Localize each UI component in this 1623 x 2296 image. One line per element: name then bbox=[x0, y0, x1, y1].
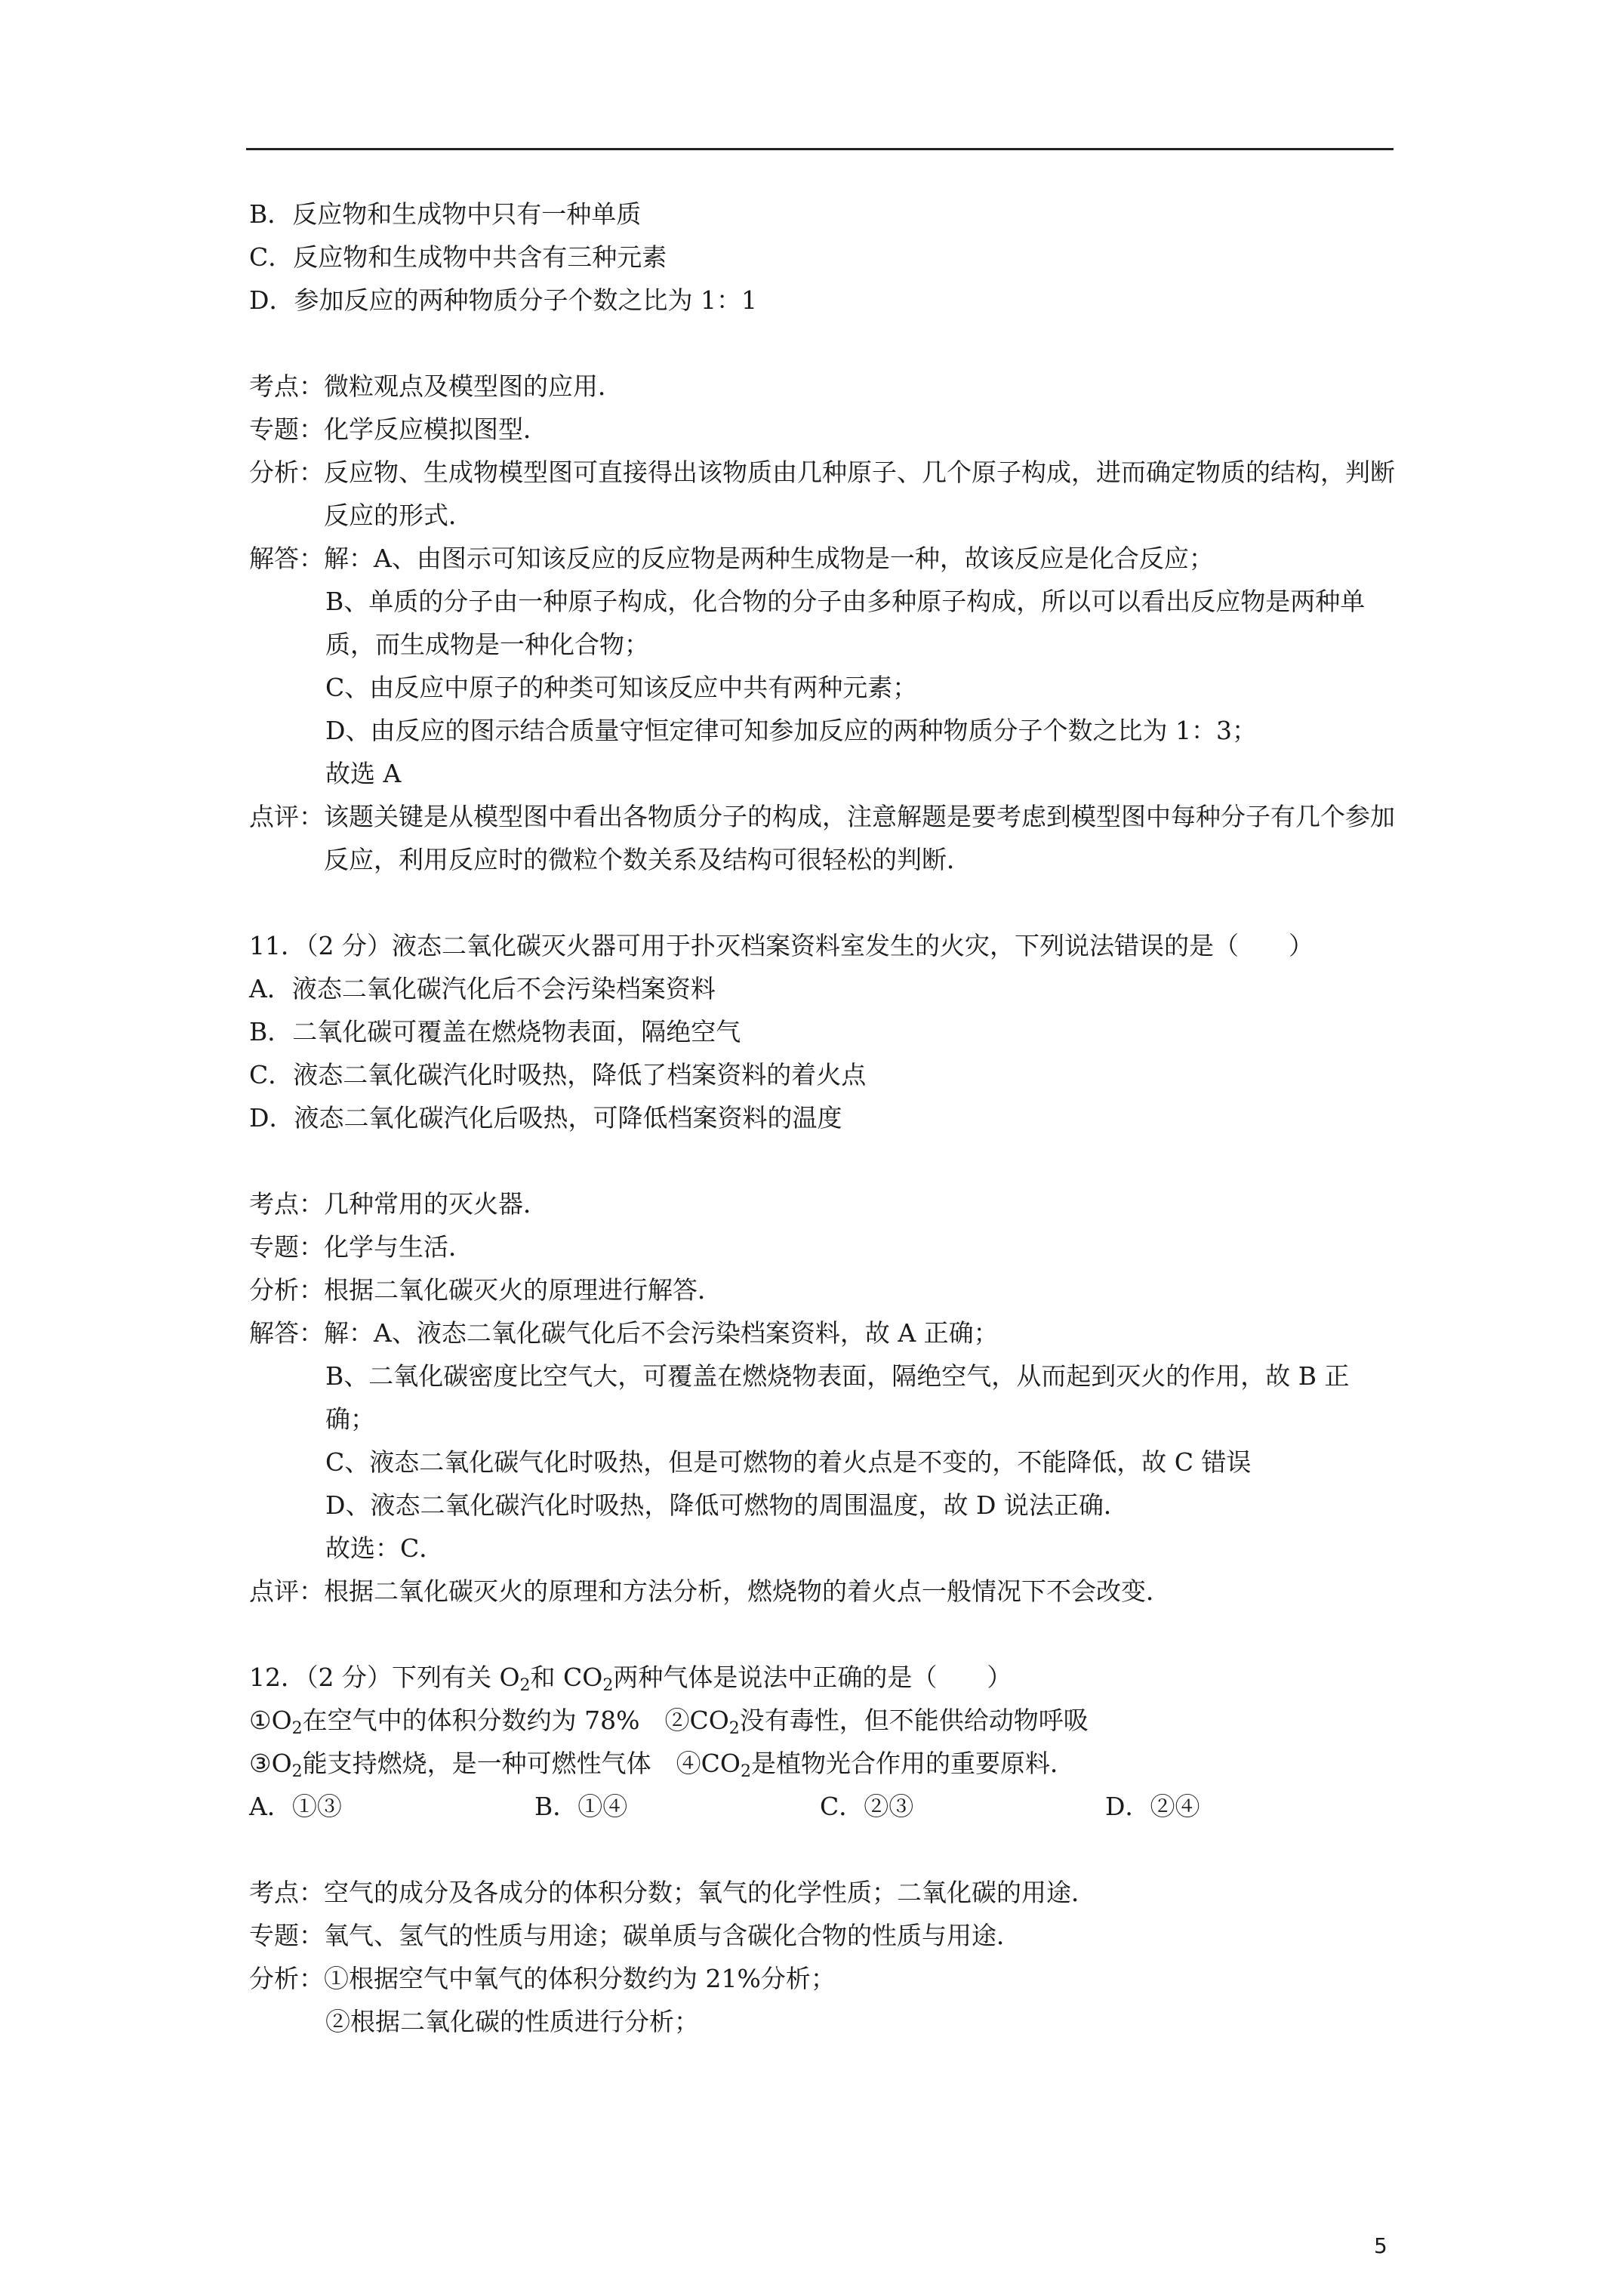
q10-jieda-answer: 故选 A bbox=[325, 759, 402, 788]
page-number: 5 bbox=[1374, 2233, 1387, 2258]
q11-zhuanti bbox=[249, 1225, 1397, 1268]
q12-choice-b: B．①④ bbox=[534, 1792, 628, 1821]
q12-fenxi-line-b: ②根据二氧化碳的性质进行分析； bbox=[325, 2007, 699, 2036]
jieda-line-a: 解：A、液态二氧化碳气化后不会污染档案资料，故 A 正确； bbox=[324, 1318, 999, 1348]
zhuanti-label: 专题： bbox=[249, 1232, 324, 1262]
q12-zhuanti bbox=[249, 1914, 1397, 1957]
kaodian-text: 几种常用的灭火器． bbox=[324, 1189, 548, 1219]
q11-jieda bbox=[249, 1311, 1397, 1354]
q11-option-c: C．液态二氧化碳汽化时吸热，降低了档案资料的着火点 bbox=[249, 1060, 867, 1089]
jieda-line-a: 解：A、由图示可知该反应的反应物是两种生成物是一种，故该反应是化合反应； bbox=[324, 544, 1214, 573]
dianping-text: 根据二氧化碳灭火的原理和方法分析，燃烧物的着火点一般情况下不会改变． bbox=[324, 1576, 1171, 1606]
dianping-label: 点评： bbox=[249, 1576, 324, 1606]
zhuanti-text: 化学反应模拟图型． bbox=[324, 415, 548, 444]
q12-statements-3-4: $③O_2$能支持燃烧，是一种可燃性气体 $④CO_2$是植物光合作用的重要原料． bbox=[249, 1749, 1075, 1781]
q11-jieda-answer: 故选：C． bbox=[325, 1533, 445, 1563]
fenxi-label: 分析： bbox=[249, 1964, 324, 1993]
fenxi-label: 分析： bbox=[249, 458, 324, 487]
q10-zhuanti bbox=[249, 408, 1397, 451]
q10-option-c: C．反应物和生成物中共含有三种元素 bbox=[249, 242, 667, 272]
dianping-text: 该题关键是从模型图中看出各物质分子的构成，注意解题是要考虑到模型图中每种分子有几个参加反应，利用反应时的微粒个数关系及结构可很轻松的判断． bbox=[324, 802, 1395, 874]
q10-option-d: D．参加反应的两种物质分子个数之比为 1：1 bbox=[249, 285, 757, 315]
fenxi-label: 分析： bbox=[249, 1275, 324, 1305]
q10-dianping bbox=[249, 795, 1397, 881]
q11-stem: 11．（2 分）液态二氧化碳灭火器可用于扑灭档案资料室发生的火灾，下列说法错误的是（ ） bbox=[249, 931, 1313, 960]
q10-jieda-line-b: B、单质的分子由一种原子构成，化合物的分子由多种原子构成，所以可以看出反应物是两种单质，而生成物是一种化合物； bbox=[325, 587, 1366, 659]
q12-choice-a: A．①③ bbox=[249, 1792, 342, 1821]
zhuanti-label: 专题： bbox=[249, 1921, 324, 1950]
q12-choice-d: D．②④ bbox=[1105, 1792, 1200, 1821]
q12-choices bbox=[249, 1785, 1397, 1828]
jieda-label: 解答： bbox=[249, 544, 324, 573]
kaodian-text: 微粒观点及模型图的应用． bbox=[324, 371, 623, 401]
q10-jieda bbox=[249, 537, 1397, 580]
kaodian-text: 空气的成分及各成分的体积分数；氧气的化学性质；二氧化碳的用途． bbox=[324, 1878, 1096, 1907]
q11-jieda-line-c: C、液态二氧化碳气化时吸热，但是可燃物的着火点是不变的，不能降低，故 C 错误 bbox=[325, 1447, 1252, 1477]
header-rule bbox=[246, 148, 1394, 150]
q12-statements-1-2: $①O_2$在空气中的体积分数约为 78% $②CO_2$没有毒性，但不能供给动物呼吸 bbox=[249, 1706, 1089, 1738]
q11-kaodian bbox=[249, 1182, 1397, 1225]
jieda-label: 解答： bbox=[249, 1318, 324, 1348]
q10-jieda-line-d: D、由反应的图示结合质量守恒定律可知参加反应的两种物质分子个数之比为 1：3； bbox=[325, 716, 1257, 745]
fenxi-text: 根据二氧化碳灭火的原理进行解答． bbox=[324, 1275, 722, 1305]
q10-kaodian bbox=[249, 365, 1397, 408]
kaodian-label: 考点： bbox=[249, 1878, 324, 1907]
q11-option-a: A．液态二氧化碳汽化后不会污染档案资料 bbox=[249, 974, 716, 1003]
q12-stem: 12．（2 分）下列有关 $O_2$和 $CO_2$两种气体是说法中正确的是（ ） bbox=[249, 1663, 1012, 1695]
dianping-label: 点评： bbox=[249, 802, 324, 831]
document-body bbox=[249, 193, 1397, 2043]
q11-jieda-line-d: D、液态二氧化碳汽化时吸热，降低可燃物的周围温度，故 D 说法正确． bbox=[325, 1490, 1129, 1520]
q10-jieda-line-c: C、由反应中原子的种类可知该反应中共有两种元素； bbox=[325, 673, 918, 702]
kaodian-label: 考点： bbox=[249, 1189, 324, 1219]
q11-jieda-line-b: B、二氧化碳密度比空气大，可覆盖在燃烧物表面，隔绝空气，从而起到灭火的作用，故 B 正确； bbox=[325, 1361, 1350, 1434]
q12-fenxi bbox=[249, 1957, 1397, 2000]
q10-fenxi bbox=[249, 451, 1397, 537]
kaodian-label: 考点： bbox=[249, 371, 324, 401]
q11-option-d: D．液态二氧化碳汽化后吸热，可降低档案资料的温度 bbox=[249, 1103, 842, 1133]
q11-fenxi bbox=[249, 1268, 1397, 1311]
q10-option-b: B．反应物和生成物中只有一种单质 bbox=[249, 199, 642, 229]
q12-kaodian bbox=[249, 1871, 1397, 1914]
fenxi-text: 反应物、生成物模型图可直接得出该物质由几种原子、几个原子构成，进而确定物质的结构，判断反应的形式． bbox=[324, 458, 1395, 530]
q11-option-b: B．二氧化碳可覆盖在燃烧物表面，隔绝空气 bbox=[249, 1017, 741, 1046]
q12-choice-c: C．②③ bbox=[820, 1792, 914, 1821]
zhuanti-text: 氧气、氢气的性质与用途；碳单质与含碳化合物的性质与用途． bbox=[324, 1921, 1021, 1950]
fenxi-line-a: ①根据空气中氧气的体积分数约为 21%分析； bbox=[324, 1964, 836, 1993]
zhuanti-text: 化学与生活． bbox=[324, 1232, 473, 1262]
q11-dianping bbox=[249, 1570, 1397, 1613]
zhuanti-label: 专题： bbox=[249, 415, 324, 444]
